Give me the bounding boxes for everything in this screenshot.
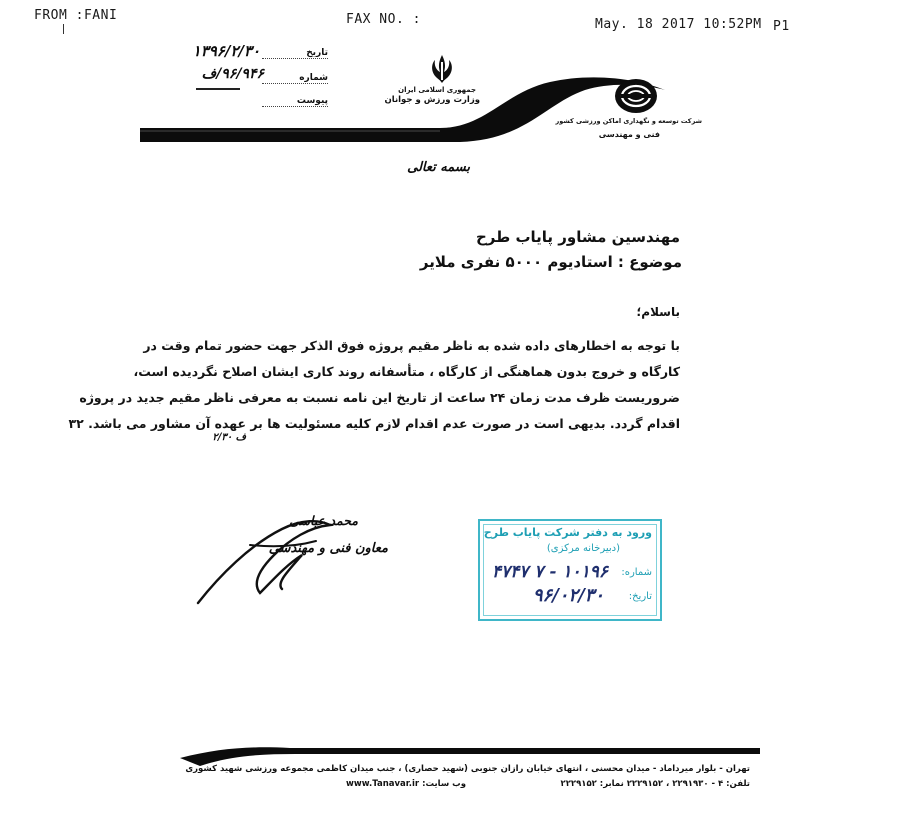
number-underline xyxy=(196,88,240,90)
body-line: کارگاه و خروج بدون هماهنگی از کارگاه ، متأسفانه روند کاری ایشان اصلاح نگردیده است، xyxy=(133,364,680,379)
fax-tick-mark xyxy=(63,24,64,34)
ministry-line1: جمهوری اسلامی ایران xyxy=(398,86,476,94)
footer-phones: تلفن: ۴ - ۲۲۹۱۹۳۰ ، ۲۲۲۹۱۵۲ نمابر: ۲۲۲۹۱۵۲ xyxy=(560,779,750,789)
body-line: با توجه به اخطارهای داده شده به ناظر مقیم پروژه فوق الذکر جهت حضور تمام وقت در xyxy=(143,338,680,353)
subject: موضوع : استادیوم ۵۰۰۰ نفری ملایر xyxy=(419,253,682,271)
stamp-date-label: تاریخ: xyxy=(628,591,652,602)
fax-datetime: May. 18 2017 10:52PM xyxy=(595,17,762,32)
date-value: ۱۳۹۶/۲/۳۰ xyxy=(192,42,260,60)
recipient: مهندسین مشاور پایاب طرح xyxy=(475,228,680,246)
fax-page: P1 xyxy=(773,19,790,34)
margin-note: ف ۲/۳۰ xyxy=(212,432,246,443)
ministry-line2: وزارت ورزش و جوانان xyxy=(384,95,480,105)
fax-number-label: FAX NO. : xyxy=(346,12,421,27)
company-logo-icon xyxy=(612,76,660,116)
body-line: اقدام گردد. بدیهی است در صورت عدم اقدام لازم کلیه مسئولیت ها بر عهده آن مشاور می باشد. ۳۲ xyxy=(68,416,680,431)
iran-emblem-icon xyxy=(425,52,459,86)
receipt-stamp xyxy=(478,519,662,621)
date-label: تاریخ xyxy=(262,48,328,59)
number-value: ۹۶/۹۴۶/ف xyxy=(201,66,264,82)
greeting: باسلام؛ xyxy=(636,305,680,319)
signatory-title: معاون فنی و مهندسی xyxy=(268,541,388,556)
attachment-label: پیوست xyxy=(262,96,328,107)
stamp-line2: (دبیرخانه مرکزی) xyxy=(546,543,620,554)
invocation: بسمه تعالی xyxy=(407,160,470,175)
number-label: شماره xyxy=(262,73,328,84)
company-line1: شرکت توسعه و نگهداری اماکن ورزشی کشور xyxy=(555,117,702,125)
footer-website: www.Tanavar.ir :وب سایت xyxy=(346,779,466,789)
stamp-line1: ورود به دفتر شرکت پایاب طرح xyxy=(483,526,652,539)
stamp-date-value: ۹۶/۰۲/۳۰ xyxy=(532,585,604,606)
body-line: ضروریست ظرف مدت زمان ۲۴ ساعت از تاریخ این نامه نسبت به معرفی ناظر مقیم جدید در پروژه xyxy=(79,390,680,405)
fax-from: FROM :FANI xyxy=(34,8,118,23)
footer-address: تهران - بلوار میرداماد - میدان محسنی ، انتهای خیابان رازان جنوبی (شهید حصاری) ، جنب میدان کاظمی مجموعه ورزشی شهید کشوری xyxy=(185,764,750,774)
stamp-number-value: ۱۰۱۹۶ - ۷ ۴۷۴۷ xyxy=(491,562,608,582)
stamp-number-label: شماره: xyxy=(621,567,652,578)
company-line2: فنی و مهندسی xyxy=(598,130,660,139)
signatory-name: محمد عباسی xyxy=(289,513,358,528)
